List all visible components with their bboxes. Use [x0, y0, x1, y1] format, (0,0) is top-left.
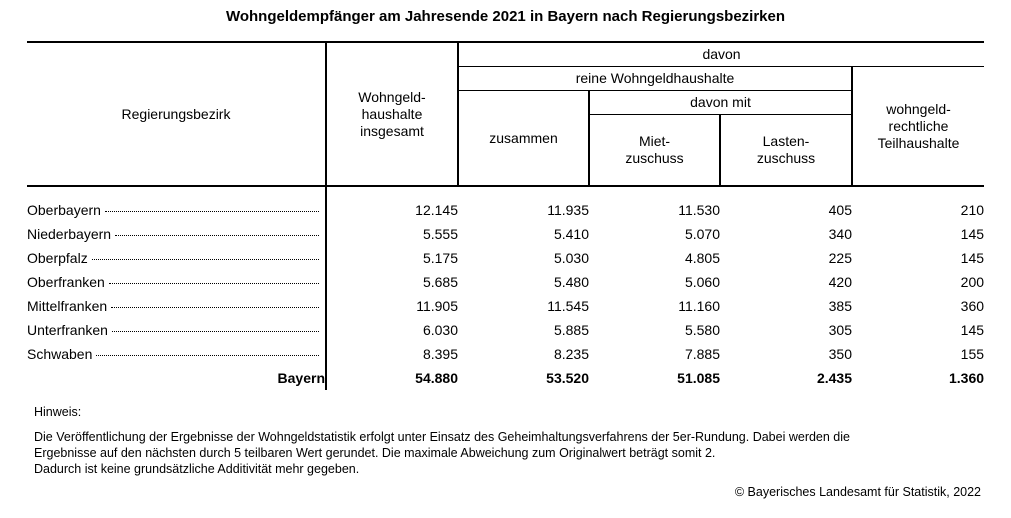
header-reine-wohngeldhaushalte: reine Wohngeldhaushalte [458, 67, 852, 91]
cell-mietzuschuss: 5.070 [684, 226, 720, 242]
cell-insgesamt: 12.145 [415, 202, 458, 218]
wohngeld-table [27, 41, 984, 390]
cell-lastenzuschuss: 385 [828, 298, 852, 314]
cell-teilhaushalte: 155 [960, 346, 985, 362]
cell-mietzuschuss: 5.060 [684, 274, 720, 290]
cell-teilhaushalte: 145 [960, 250, 985, 266]
cell-zusammen: 5.885 [553, 322, 589, 338]
notes [34, 404, 974, 477]
cell-zusammen: 11.545 [547, 298, 589, 314]
header-davon-mit: davon mit [589, 91, 852, 115]
notes-label: Hinweis: [34, 405, 82, 419]
notes-line-3: Dadurch ist keine grundsätzliche Additivität mehr gegeben. [34, 462, 360, 476]
notes-line-2: Ergebnisse auf den nächsten durch 5 teilbaren Wert gerundet. Die maximale Abweichung zum Originalwert beträgt somit 2. [34, 446, 716, 460]
total-row [27, 366, 984, 390]
header-lasten-line1: Lasten- [762, 133, 810, 149]
header-zusammen: zusammen [458, 91, 589, 187]
region-name: Schwaben [27, 346, 93, 362]
cell-insgesamt: 5.555 [422, 226, 458, 242]
cell-mietzuschuss: 4.805 [684, 250, 720, 266]
cell-insgesamt: 5.685 [422, 274, 458, 290]
table-row [27, 318, 984, 342]
header-insgesamt-line2: haushalte [361, 105, 423, 122]
header-miet-line1: Miet- [638, 133, 671, 149]
cell-insgesamt: 11.905 [416, 298, 458, 314]
table-title: Wohngeldempfänger am Jahresende 2021 in Bayern nach Regierungsbezirken [225, 8, 786, 25]
header-mietzuschuss [589, 115, 720, 187]
table-row [27, 198, 984, 222]
cell-teilhaushalte: 360 [960, 298, 985, 314]
header-teil-line2: rechtliche [888, 117, 949, 134]
cell-zusammen: 5.480 [553, 274, 589, 290]
total-insgesamt: 54.880 [415, 370, 458, 386]
cell-lastenzuschuss: 305 [828, 322, 852, 338]
cell-mietzuschuss: 5.580 [684, 322, 720, 338]
cell-mietzuschuss: 11.160 [678, 298, 720, 314]
header-insgesamt [326, 42, 458, 186]
cell-teilhaushalte: 145 [960, 226, 985, 242]
region-name: Oberfranken [27, 274, 105, 290]
cell-lastenzuschuss: 420 [828, 274, 852, 290]
region-name: Mittelfranken [27, 298, 108, 314]
copyright: © Bayerisches Landesamt für Statistik, 2022 [734, 485, 981, 499]
header-regierungsbezirk: Regierungsbezirk [27, 42, 326, 186]
region-name: Oberpfalz [27, 250, 88, 266]
cell-insgesamt: 8.395 [422, 346, 458, 362]
total-lastenzuschuss: 2.435 [816, 370, 852, 386]
total-teilhaushalte: 1.360 [948, 370, 985, 386]
header-davon: davon [458, 42, 984, 67]
cell-teilhaushalte: 210 [960, 202, 985, 218]
total-zusammen: 53.520 [546, 370, 589, 386]
header-lastenzuschuss [720, 115, 852, 187]
region-name: Niederbayern [27, 226, 112, 242]
cell-mietzuschuss: 11.530 [678, 202, 720, 218]
cell-lastenzuschuss: 350 [828, 346, 852, 362]
cell-mietzuschuss: 7.885 [684, 346, 720, 362]
header-insgesamt-line3: insgesamt [360, 122, 424, 139]
cell-teilhaushalte: 145 [960, 322, 985, 338]
cell-lastenzuschuss: 405 [828, 202, 852, 218]
header-miet-line2: zuschuss [625, 150, 684, 166]
cell-insgesamt: 5.175 [422, 250, 458, 266]
cell-insgesamt: 6.030 [422, 322, 458, 338]
region-name: Oberbayern [27, 202, 101, 218]
table-row [27, 294, 984, 318]
cell-lastenzuschuss: 225 [828, 250, 852, 266]
cell-zusammen: 11.935 [547, 202, 589, 218]
cell-zusammen: 5.410 [553, 226, 589, 242]
notes-line-1: Die Veröffentlichung der Ergebnisse der Wohngeldstatistik erfolgt unter Einsatz des Geheimhaltungsverfahrens der 5er-Rundung. Dabei werden die [34, 430, 850, 444]
cell-zusammen: 8.235 [553, 346, 589, 362]
total-mietzuschuss: 51.085 [677, 370, 720, 386]
table-row [27, 246, 984, 270]
header-teil-line1: wohngeld- [886, 100, 951, 117]
header-lasten-line2: zuschuss [756, 150, 816, 166]
table-row [27, 270, 984, 294]
header-teilhaushalte [852, 67, 984, 187]
table-row [27, 342, 984, 366]
header-insgesamt-line1: Wohngeld- [358, 88, 426, 105]
table-row [27, 222, 984, 246]
region-name: Unterfranken [27, 322, 108, 338]
header-teil-line3: Teilhaushalte [877, 134, 960, 151]
cell-lastenzuschuss: 340 [828, 226, 852, 242]
total-label: Bayern [27, 366, 326, 390]
cell-zusammen: 5.030 [553, 250, 589, 266]
cell-teilhaushalte: 200 [960, 274, 985, 290]
